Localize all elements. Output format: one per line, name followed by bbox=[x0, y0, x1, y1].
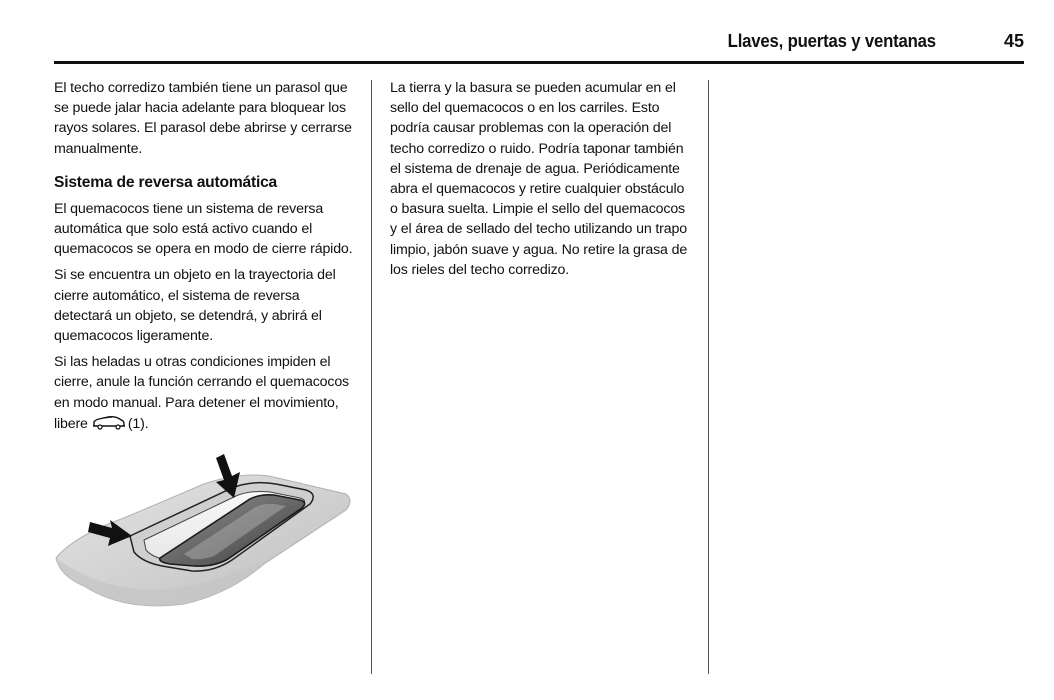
override-text-end: (1). bbox=[127, 415, 149, 432]
sunroof-close-icon bbox=[92, 413, 126, 437]
section-title: Llaves, puertas y ventanas bbox=[727, 31, 936, 51]
sunshade-paragraph: El techo corredizo también tiene un parasol que se puede jalar hacia adelante para bloquear los rayos solares. El parasol debe abrirse y cerrarse manualmente. bbox=[54, 80, 352, 157]
auto-reverse-heading: Sistema de reversa automática bbox=[54, 173, 278, 191]
maintenance-paragraph: La tierra y la basura se pueden acumular en el sello del quemacocos o en los carriles. Esto podría causar problemas con la operación del techo corredizo o ruido. Podría taponar también el sistema de drenaje de agua. Periódicamente abra el quemacocos y retire cualquier obstáculo o basura suelta. Limpie el sello del quemacocos y el área de sellado del techo utilizando un trapo limpio, jabón suave y agua. No retire la grasa de los rieles del techo corredizo. bbox=[390, 80, 688, 278]
page-header bbox=[0, 0, 1054, 64]
obstacle-paragraph: Si se encuentra un objeto en la trayectoria del cierre automático, el sistema de reversa detectará un objeto, se detendrá, y abrirá el quemacocos ligeramente. bbox=[54, 267, 336, 345]
page-number: 45 bbox=[1003, 31, 1024, 51]
column-divider-right bbox=[708, 80, 709, 674]
override-text: Si las heladas u otras condiciones impiden el cierre, anule la función cerrando el quemacocos en modo manual. Para detener el movimiento, libere bbox=[54, 354, 350, 432]
left-column bbox=[54, 78, 359, 443]
middle-column bbox=[390, 78, 695, 286]
header-rule bbox=[54, 61, 1024, 64]
sunroof-illustration bbox=[54, 454, 354, 614]
column-divider-left bbox=[371, 80, 372, 674]
auto-reverse-paragraph: El quemacocos tiene un sistema de reversa automática que solo está activo cuando el quemacocos se opera en modo de cierre rápido. bbox=[54, 200, 353, 258]
override-paragraph bbox=[54, 352, 359, 437]
